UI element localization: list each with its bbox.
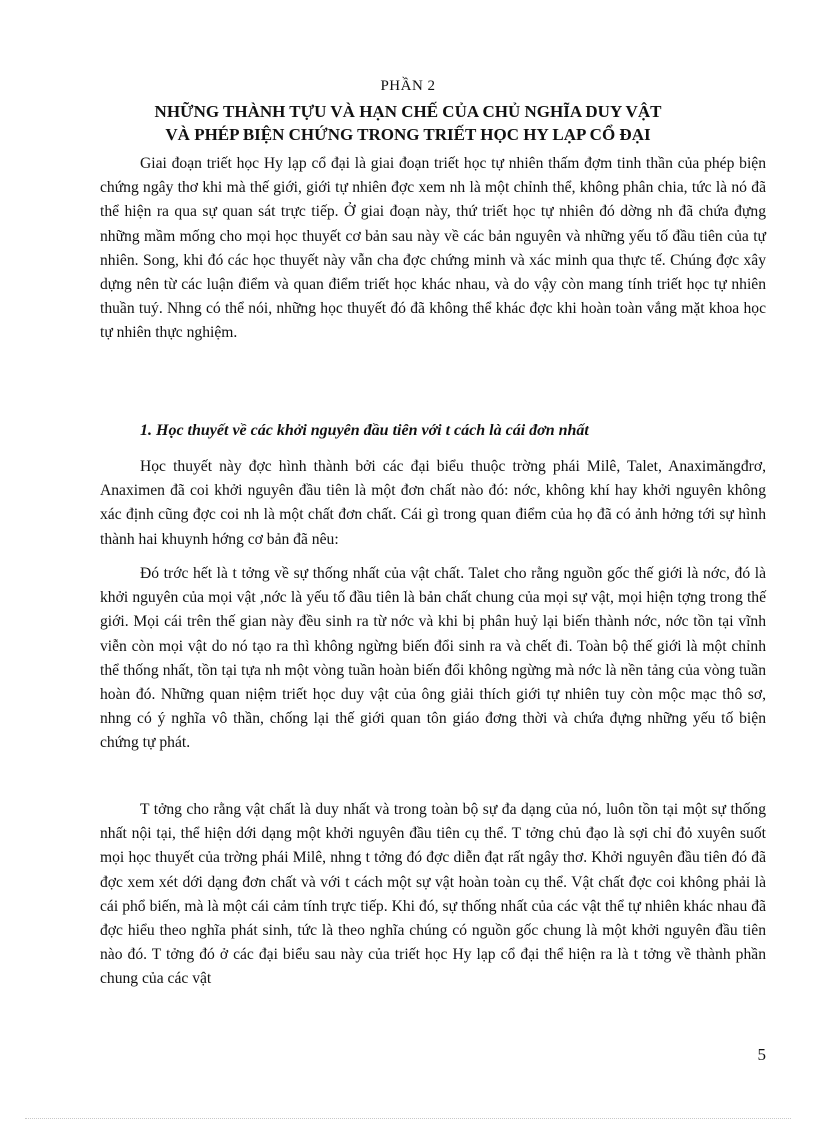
part-label: PHẦN 2 bbox=[380, 78, 436, 94]
footer-divider bbox=[25, 1118, 791, 1119]
chapter-title-line-1: NHỮNG THÀNH TỰU VÀ HẠN CHẾ CỦA CHỦ NGHĨA DUY VẬT bbox=[154, 102, 662, 121]
section-heading: 1. Học thuyết về các khởi nguyên đầu tiên với t cách là cái đơn nhất bbox=[140, 422, 589, 439]
section-paragraph-3: T tởng cho rằng vật chất là duy nhất và trong toàn bộ sự đa dạng của nó, luôn tồn tại một sự thống nhất nội tại, thể hiện dới dạng một khởi nguyên đầu tiên cụ thể. T tởng chủ đạo là sợi chỉ đỏ xuyên suốt mọi học thuyết của trờng phái Milê, nhng t tởng đó đợc diễn đạt rất ngây thơ. Khởi nguyên đầu tiên đó đã đợc xem xét dới dạng đơn chất và với t cách một sự vật hoàn toàn cụ thể. Vật chất đợc coi không phải là cái phổ biến, mà là một cái cảm tính trực tiếp. Khi đó, sự thống nhất của các vật thể tự nhiên khác nhau đã đợc hiểu theo nghĩa phát sinh, tức là theo nghĩa chúng có nguồn gốc chung là một khởi nguyên đầu tiên nào đó. T tởng đó ở các đại biểu sau này của triết học Hy lạp cổ đại thể hiện ra là t tởng về thành phần chung của các vật bbox=[100, 801, 766, 988]
page-number: 5 bbox=[757, 1045, 766, 1064]
chapter-title-line-2: VÀ PHÉP BIỆN CHỨNG TRONG TRIẾT HỌC HY LẠP CỔ ĐẠI bbox=[165, 125, 651, 144]
section-paragraph-2: Đó trớc hết là t tởng về sự thống nhất của vật chất. Talet cho rằng nguồn gốc thế giới là nớc, đó là khởi nguyên của mọi vật ,nớc là yếu tố đầu tiên là bản chất chung của mọi sự vật, mọi hiện tợng trong thế giới. Mọi cái trên thế gian này đều sinh ra từ nớc và khi bị phân huỷ lại biến thành nớc, nớc tồn tại vĩnh viễn còn mọi vật do nó tạo ra thì không ngừng biến đổi sinh ra và chết đi. Toàn bộ thế giới là một chỉnh thể thống nhất, tồn tại tựa nh một vòng tuần hoàn biến đổi không ngừng mà nớc là nền tảng của vòng tuần hoàn đó. Những quan niệm triết học duy vật của ông giải thích giới tự nhiên tuy còn mộc mạc thô sơ, nhng có ý nghĩa vô thần, chống lại thế giới quan tôn giáo đơng thời và chứa đựng những yếu tố biện chứng tự phát. bbox=[100, 565, 766, 752]
section-paragraph-1: Học thuyết này đợc hình thành bởi các đại biểu thuộc trờng phái Milê, Talet, Anaximăngđrơ, Anaximen đã coi khởi nguyên đầu tiên là một đơn chất nào đó: nớc, không khí hay khởi nguyên không xác định cũng đợc coi nh là một chất đơn chất. Cái gì trong quan điểm của họ đã có ảnh hởng tới sự hình thành hai khuynh hớng cơ bản đã nêu: bbox=[100, 458, 766, 548]
intro-paragraph: Giai đoạn triết học Hy lạp cổ đại là giai đoạn triết học tự nhiên thấm đợm tinh thần của phép biện chứng ngây thơ khi mà thế giới, giới tự nhiên đợc xem nh là một chỉnh thể, không phân chia, tức là nó đã thể hiện ra qua sự quan sát trực tiếp. Ở giai đoạn này, thứ triết học tự nhiên đó dờng nh đã chứa đựng những mầm mống cho mọi học thuyết cơ bản sau này về các bản nguyên và những yếu tố đầu tiên của tự nhiên. Song, khi đó các học thuyết này vẫn cha đợc chứng minh và xác minh qua thực tế. Chúng đợc xây dựng nên từ các luận điểm và quan điểm triết học khác nhau, và do vậy còn mang tính triết học tự nhiên thuần tuý. Nhng có thể nói, những học thuyết đó đã không thể khác đợc khi hoàn toàn vắng mặt khoa học tự nhiên thực nghiệm. bbox=[100, 155, 766, 342]
